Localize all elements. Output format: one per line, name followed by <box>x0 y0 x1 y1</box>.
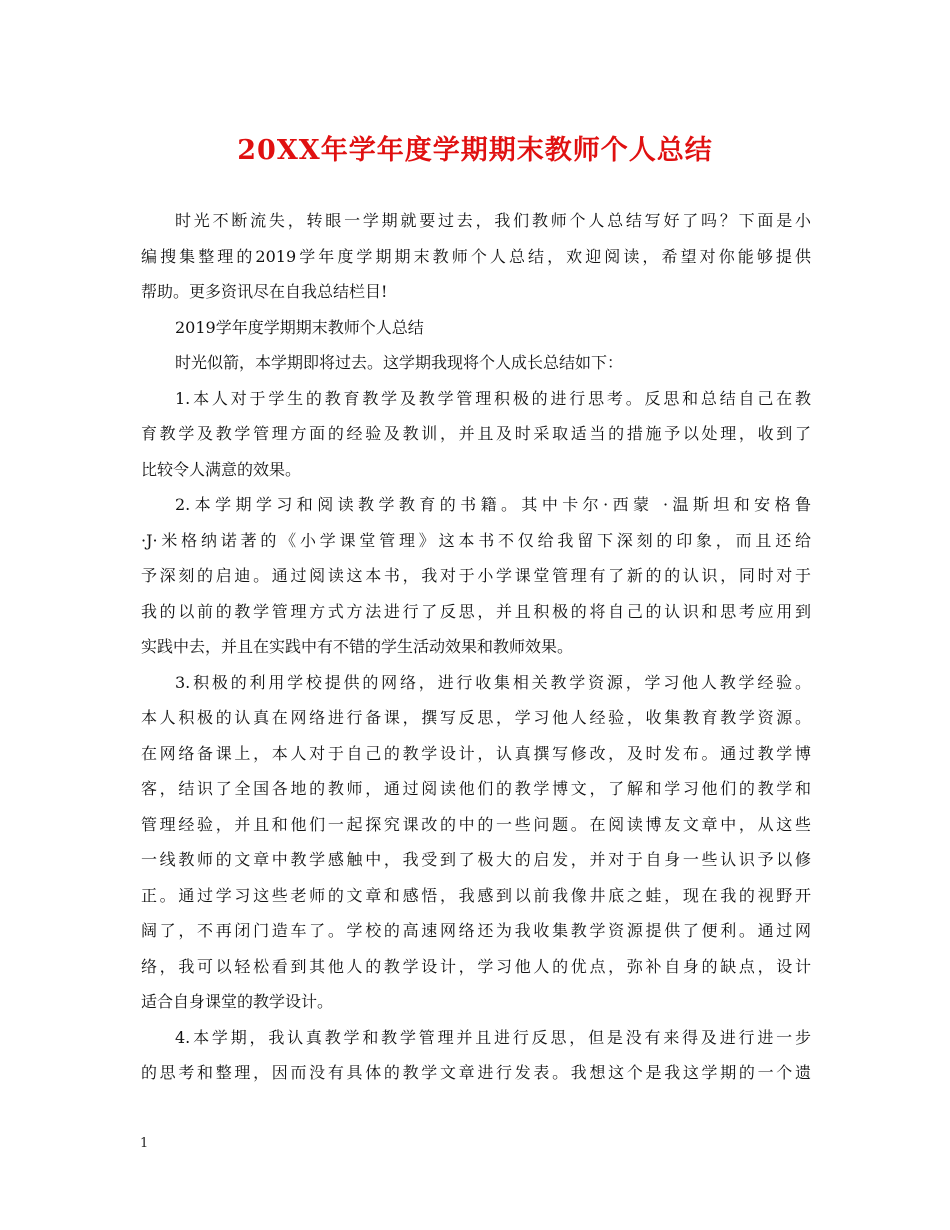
paragraph-line: ·J·米格纳诺著的《小学课堂管理》这本书不仅给我留下深刻的印象，而且还给 <box>141 530 811 550</box>
document-body <box>141 203 811 1091</box>
paragraph-line: 1.本人对于学生的教育教学及教学管理积极的进行思考。反思和总结自己在教 <box>175 388 811 408</box>
paragraph-line: 络，我可以轻松看到其他人的教学设计，学习他人的优点，弥补自身的缺点，设计 <box>141 956 811 976</box>
paragraph-line: 比较令人满意的效果。 <box>141 459 302 479</box>
paragraph-line: 编搜集整理的2019学年度学期期末教师个人总结，欢迎阅读，希望对你能够提供 <box>141 246 811 266</box>
paragraph-line: 一线教师的文章中教学感触中，我受到了极大的启发，并对于自身一些认识予以修 <box>141 850 811 869</box>
paragraph-line: 的思考和整理，因而没有具体的教学文章进行发表。我想这个是我这学期的一个遗 <box>141 1063 811 1082</box>
paragraph-line: 2.本学期学习和阅读教学教育的书籍。其中卡尔·西蒙 ·温斯坦和安格鲁 <box>175 495 811 514</box>
paragraph-line: 帮助。更多资讯尽在自我总结栏目! <box>141 282 388 301</box>
page-number: 1 <box>140 1136 149 1151</box>
paragraph-line: 予深刻的启迪。通过阅读这本书，我对于小学课堂管理有了新的的认识，同时对于 <box>141 566 811 585</box>
paragraph-line: 3.积极的利用学校提供的网络，进行收集相关教学资源，学习他人教学经验。 <box>175 672 811 692</box>
document-title: 20XX年学年度学期期末教师个人总结 <box>237 135 713 166</box>
paragraph-line: 阔了，不再闭门造车了。学校的高速网络还为我收集教学资源提供了便利。通过网 <box>141 921 811 940</box>
paragraph-line: 客，结识了全国各地的教师，通过阅读他们的教学博文，了解和学习他们的教学和 <box>141 779 811 798</box>
paragraph-line: 管理经验，并且和他们一起探究课改的中的一些问题。在阅读博友文章中，从这些 <box>141 814 811 834</box>
paragraph-line: 育教学及教学管理方面的经验及教训，并且及时采取适当的措施予以处理，收到了 <box>141 424 811 443</box>
paragraph-line: 正。通过学习这些老师的文章和感悟，我感到以前我像井底之蛙，现在我的视野开 <box>141 885 811 905</box>
paragraph-line: 4.本学期，我认真教学和教学管理并且进行反思，但是没有来得及进行进一步 <box>175 1027 811 1047</box>
paragraph-line: 时光不断流失，转眼一学期就要过去，我们教师个人总结写好了吗？下面是小 <box>175 211 811 230</box>
paragraph-line: 本人积极的认真在网络进行备课，撰写反思，学习他人经验，收集教育教学资源。 <box>141 708 811 727</box>
paragraph-line: 实践中去，并且在实践中有不错的学生活动效果和教师效果。 <box>141 637 574 656</box>
paragraph-line: 在网络备课上，本人对于自己的教学设计，认真撰写修改，及时发布。通过教学博 <box>141 743 811 763</box>
paragraph-line: 适合自身课堂的教学设计。 <box>141 992 334 1011</box>
subtitle-line: 2019学年度学期期末教师个人总结 <box>175 317 424 337</box>
paragraph-line: 时光似箭，本学期即将过去。这学期我现将个人成长总结如下： <box>175 353 624 372</box>
paragraph-line: 我的以前的教学管理方式方法进行了反思，并且积极的将自己的认识和思考应用到 <box>141 601 811 621</box>
